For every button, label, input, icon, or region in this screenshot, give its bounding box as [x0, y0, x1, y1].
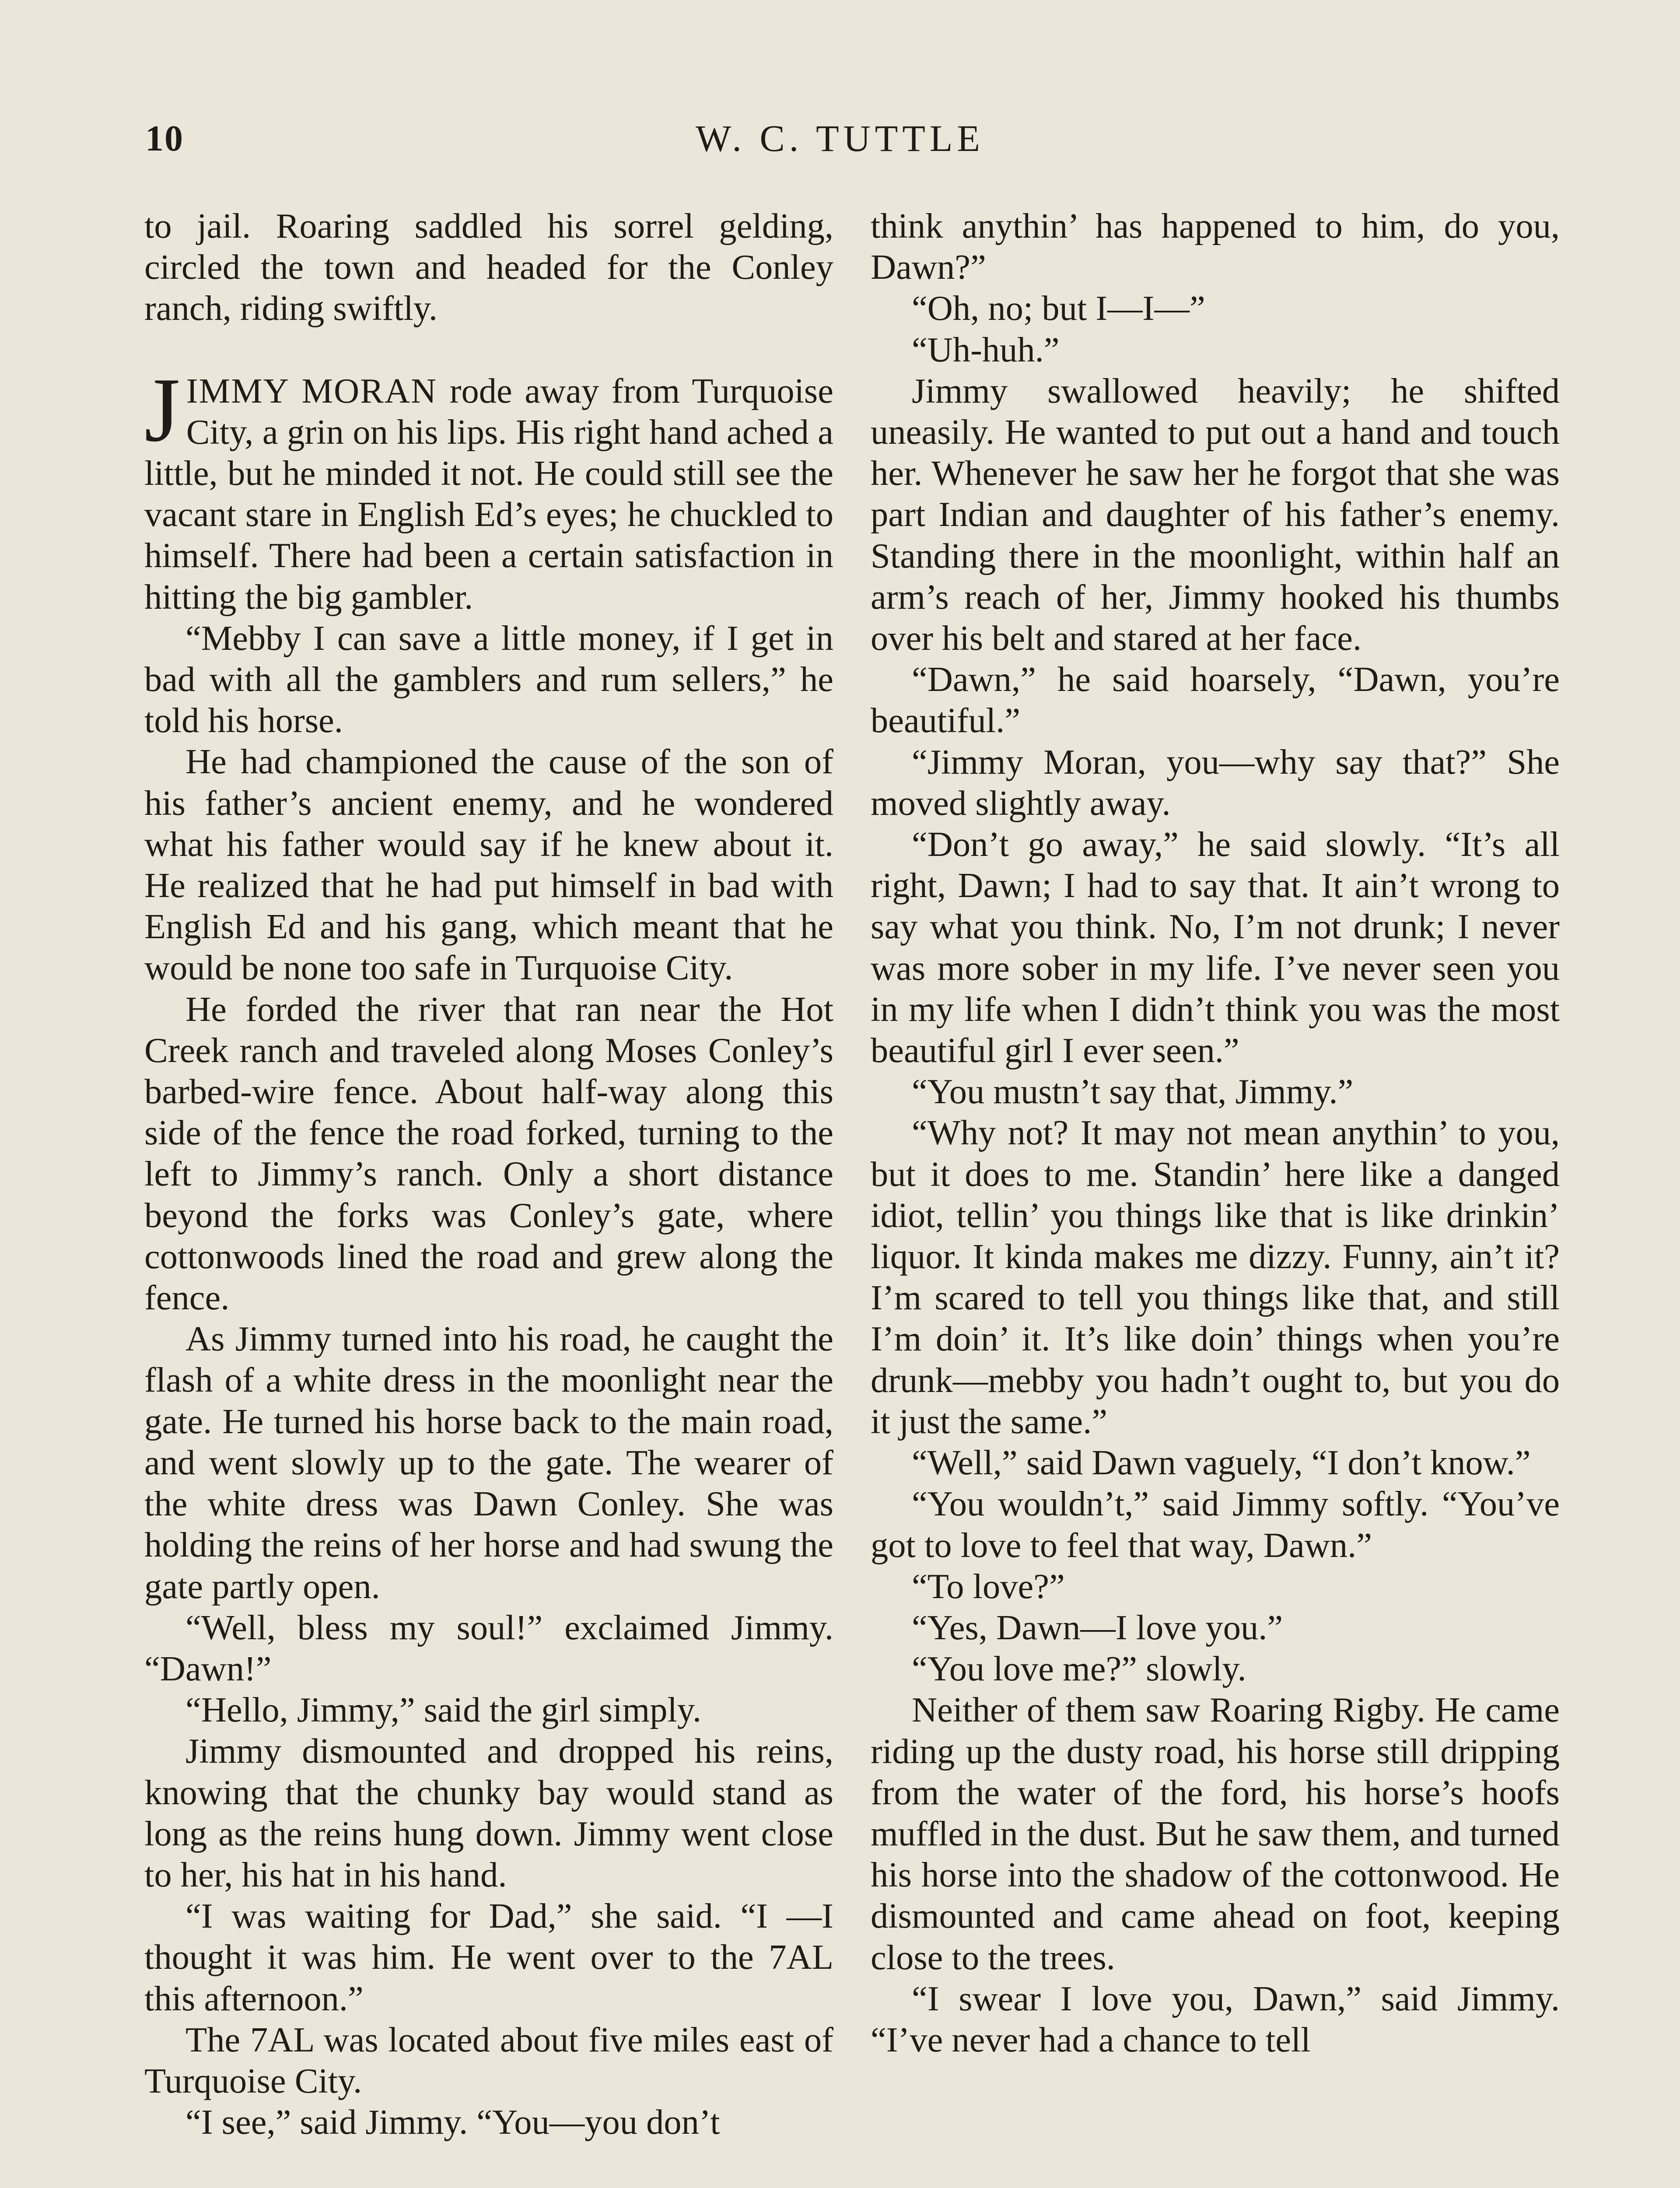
- paragraph: As Jimmy turned into his road, he caught the flash of a white dress in the moonlight near the gate. He turned his horse back to the main road, and went slowly up to the gate. The wearer of the white dress was Dawn Conley. She was holding the reins of her horse and had swung the gate partly open.: [144, 1319, 833, 1606]
- paragraph: “You love me?” slowly.: [912, 1649, 1246, 1689]
- paragraph: to jail. Roaring saddled his sorrel gelding, circled the town and headed for the Conley ranch, riding swiftly.: [144, 207, 833, 328]
- drop-cap: J: [144, 359, 180, 461]
- paragraph: He had championed the cause of the son of his father’s ancient enemy, and he wondered what his father would say if he knew about it. He realized that he had put himself in bad with English Ed and his gang, which meant that he would be none too safe in Turquoise City.: [144, 742, 833, 988]
- opening-small-caps: IMMY MORAN: [186, 371, 438, 410]
- paragraph: Neither of them saw Roaring Rigby. He came riding up the dusty road, his horse still dripping from the water of the ford, his horse’s hoofs muffled in the dust. But he saw them, and turned his horse into the shadow of the cottonwood. He dismounted and came ahead on foot, keeping close to the trees.: [871, 1690, 1560, 1977]
- paragraph-text: rode away from Turquoise City, a grin on his lips. His right hand ached a little, but he minded it not. He could still see the vacant stare in English Ed’s eyes; he chuckled to himself. There had been a certain satisfaction in hitting the big gambler.: [144, 371, 833, 617]
- paragraph: He forded the river that ran near the Hot Creek ranch and traveled along Moses Conley’s barbed-wire fence. About half-way along this side of the fence the road forked, turning to the left to Jimmy’s ranch. Only a short distance beyond the forks was Conley’s gate, where cottonwoods lined the road and grew along the fence.: [144, 989, 833, 1318]
- paragraph: “You wouldn’t,” said Jimmy softly. “You’ve got to love to feel that way, Dawn.”: [871, 1484, 1560, 1565]
- paragraph: “Oh, no; but I—I—”: [912, 289, 1205, 328]
- paragraph: Jimmy dismounted and dropped his reins, knowing that the chunky bay would stand as long as the reins hung down. Jimmy went close to her, his hat in his hand.: [144, 1732, 833, 1894]
- left-column: [144, 206, 833, 2143]
- paragraph: “Uh-huh.”: [912, 330, 1060, 369]
- paragraph: Jimmy swallowed heavily; he shifted uneasily. He wanted to put out a hand and touch her. Whenever he saw her he forgot that she was part Indian and daughter of his father’s enemy. Standing there in the moonlight, within half an arm’s reach of her, Jimmy hooked his thumbs over his belt and stared at her face.: [871, 371, 1560, 658]
- right-column: [871, 206, 1560, 2061]
- section-opening-paragraph: [144, 359, 833, 618]
- paragraph: “To love?”: [912, 1567, 1065, 1606]
- paragraph: think anythin’ has happened to him, do you, Dawn?”: [871, 207, 1560, 287]
- paragraph: “Don’t go away,” he said slowly. “It’s all right, Dawn; I had to say that. It ain’t wrong to say what you think. No, I’m not drunk; I never was more sober in my life. I’ve never seen you in my life when I didn’t think you was the most beautiful girl I ever seen.”: [871, 825, 1560, 1070]
- paragraph: “Well, bless my soul!” exclaimed Jimmy. “Dawn!”: [144, 1608, 833, 1688]
- paragraph: “Why not? It may not mean anythin’ to you, but it does to me. Standin’ here like a danged idiot, tellin’ you things like that is like drinkin’ liquor. It kinda makes me dizzy. Funny, ain’t it? I’m scared to tell you things like that, and still I’m doin’ it. It’s like doin’ things when you’re drunk—mebby you hadn’t ought to, but you do it just the same.”: [871, 1113, 1560, 1441]
- paragraph: “I see,” said Jimmy. “You—you don’t: [186, 2103, 720, 2142]
- paragraph: “Jimmy Moran, you—why say that?” She moved slightly away.: [871, 742, 1560, 823]
- paragraph: “Well,” said Dawn vaguely, “I don’t know.”: [912, 1443, 1531, 1483]
- paragraph: “I swear I love you, Dawn,” said Jimmy. “I’ve never had a chance to tell: [871, 1979, 1560, 2059]
- paragraph: “I was waiting for Dad,” she said. “I —I thought it was him. He went over to the 7AL this afternoon.”: [144, 1897, 833, 2018]
- paragraph: “You mustn’t say that, Jimmy.”: [912, 1072, 1354, 1112]
- running-title: W. C. TUTTLE: [696, 117, 984, 159]
- page-number: 10: [145, 118, 184, 159]
- paragraph: “Dawn,” he said hoarsely, “Dawn, you’re beautiful.”: [871, 660, 1560, 740]
- paragraph: “Mebby I can save a little money, if I get in bad with all the gamblers and rum sellers,” he told his horse.: [144, 618, 833, 740]
- paragraph: “Hello, Jimmy,” said the girl simply.: [186, 1690, 702, 1730]
- paragraph: The 7AL was located about five miles east of Turquoise City.: [144, 2020, 833, 2100]
- paragraph: “Yes, Dawn—I love you.”: [912, 1608, 1283, 1647]
